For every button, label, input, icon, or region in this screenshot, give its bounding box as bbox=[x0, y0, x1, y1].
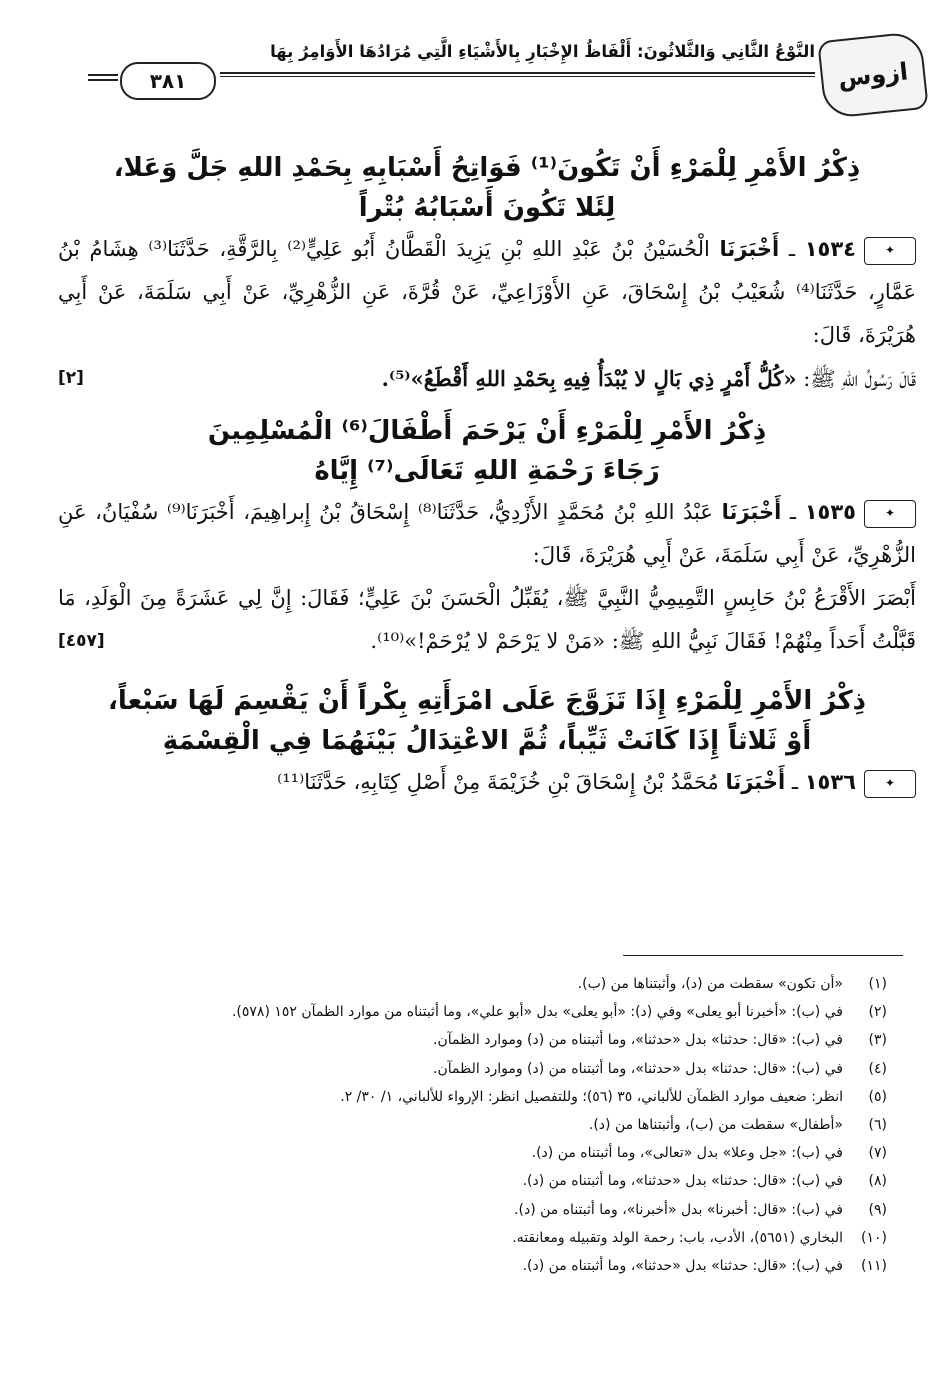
footnote-text: «أن تكون» سقطت من (د)، وأثبتناها من (ب). bbox=[577, 976, 843, 992]
main-text bbox=[58, 140, 916, 804]
isnad-text: عَبْدُ اللهِ بْنُ مُحَمَّدٍ الأَزْدِيُّ، حَدَّثَنَا⁽⁸⁾ إِسْحَاقُ بْنُ إِبراهِيمَ، أَخْبَرَنَا⁽⁹⁾ سُفْيَانُ، عَنِ الزُّهْرِيِّ، عَنْ أَبِي سَلَمَةَ، عَنْ أَبِي هُرَيْرَةَ، قَالَ: bbox=[58, 500, 916, 567]
hadith-matn bbox=[58, 357, 916, 401]
chapter-heading: ذِكْرُ الأَمْرِ لِلْمَرْءِ إِذَا تَزَوَّجَ عَلَى امْرَأَتِهِ بِكْراً أَنْ يَقْسِمَ لَهَا سَبْعاً، bbox=[108, 686, 866, 716]
footnote-number: (٦) bbox=[868, 1117, 887, 1134]
hadith-reference: [٢] bbox=[58, 368, 84, 388]
running-header bbox=[70, 36, 925, 116]
hadith-isnad: ✦١٥٣٦ ـ أَخْبَرَنَا مُحَمَّدُ بْنُ إِسْحَاقَ بْنِ خُزَيْمَةَ مِنْ أَصْلِ كِتَابِهِ، حَدَّثَنَا⁽¹¹⁾ bbox=[58, 761, 916, 804]
footnote-text: في (ب): «قال: أخبرنا» بدل «أخبرنا»، وما أثبتناه من (د). bbox=[514, 1201, 843, 1218]
header-rule-left bbox=[88, 79, 118, 81]
chapter-heading: أَوْ ثَلاثاً إِذَا كَانَتْ ثَيِّباً، ثُمَّ الاعْتِدَالُ بَيْنَهُمَا فِي الْقِسْمَةِ bbox=[162, 726, 812, 756]
footnote-text: في (ب): «قال: حدثنا» بدل «حدثنا»، وما أثبتناه من (د) وموارد الظمآن. bbox=[433, 1032, 843, 1049]
header-rule bbox=[220, 72, 815, 74]
footnote-number: (١١) bbox=[861, 1258, 887, 1275]
hadith-reference: [٤٥٧] bbox=[58, 631, 105, 651]
matn-text: «كُلُّ أَمْرٍ ذِي بَالٍ لا يُبْدَأُ فِيهِ بِحَمْدِ اللهِ أَقْطَعُ»⁽⁵⁾. bbox=[381, 366, 797, 391]
footnote-number: (١) bbox=[868, 976, 887, 992]
hadith-number: ١٥٣٥ bbox=[804, 500, 856, 524]
footnote-text: في (ب): «قال: حدثنا» بدل «حدثنا»، وما أثبتناه من (د) وموارد الظمآن. bbox=[433, 1060, 843, 1077]
footnote-text: في (ب): «جل وعلا» بدل «تعالى»، وما أثبتناه من (د). bbox=[531, 1145, 843, 1162]
running-title: النَّوْعُ الثَّانِي وَالثَّلاثُونَ: أَلْفَاظُ الإِخْبَارِ بِالأَشْيَاءِ الَّتِي مُرَادُهَا الأَوَامِرُ بِهَا bbox=[270, 42, 815, 61]
header-rule-left bbox=[88, 74, 118, 76]
isnad-text: الْحُسَيْنُ بْنُ عَبْدِ اللهِ بْنِ يَزِيدَ الْقَطَّانُ أَبُو عَلِيٍّ⁽²⁾ بِالرَّقَّةِ، حَدَّثَنَا⁽³⁾ هِشَامُ بْنُ عَمَّارٍ، حَدَّثَنَا⁽⁴⁾ شُعَيْبُ بْنُ إِسْحَاقَ، عَنِ الأَوْزَاعِيِّ، عَنْ قُرَّةَ، عَنِ الزُّهْرِيِّ، عَنْ أَبِي سَلَمَةَ، عَنْ أَبِي هُرَيْرَةَ، قَالَ: bbox=[58, 237, 917, 347]
matn-text: أَبْصَرَ الأَقْرَعُ بْنُ حَابِسٍ التَّمِيمِيُّ النَّبِيَّ ﷺ، يُقَبِّلُ الْحَسَنَ بْنَ عَلِيٍّ؛ فَقَالَ: إِنَّ لِي عَشَرَةً مِنَ الْوَلَدِ، مَا قَبَّلْتُ أَحَداً مِنْهُمْ! فَقَالَ نَبِيُّ اللهِ ﷺ: «مَنْ لا يَرْحَمْ لا يُرْحَمْ!»⁽¹⁰⁾. bbox=[58, 586, 916, 653]
chapter-heading: ذِكْرُ الأَمْرِ لِلْمَرْءِ أَنْ تَكُونَ⁽¹⁾ فَوَاتِحُ أَسْبَابِهِ بِحَمْدِ اللهِ جَلَّ وَعَلا، bbox=[113, 153, 861, 183]
isnad-text: مُحَمَّدُ بْنُ إِسْحَاقَ بْنِ خُزَيْمَةَ مِنْ أَصْلِ كِتَابِهِ، حَدَّثَنَا⁽¹¹⁾ bbox=[277, 770, 719, 794]
footnote-text: «أطفال» سقطت من (ب)، وأثبتناها من (د). bbox=[588, 1117, 843, 1134]
footnote-text: في (ب): «أخبرنا أبو يعلى» وفي (د): «أبو يعلى» بدل «أبو علي»، وما أثبتناه من موارد الظمآن ١٥٢ (٥٧٨). bbox=[231, 1004, 843, 1021]
footnote bbox=[57, 1083, 887, 1111]
footnote-text: انظر: ضعيف موارد الظمآن للألباني، ٣٥ (٥٦)؛ وللتفصيل انظر: الإرواء للألباني، ١/ ٣٠/ ٢. bbox=[340, 1088, 843, 1105]
hadith-isnad: ✦١٥٣٥ ـ أَخْبَرَنَا عَبْدُ اللهِ بْنُ مُحَمَّدٍ الأَزْدِيُّ، حَدَّثَنَا⁽⁸⁾ إِسْحَاقُ بْنُ إِبراهِيمَ، أَخْبَرَنَا⁽⁹⁾ سُفْيَانُ، عَنِ الزُّهْرِيِّ، عَنْ أَبِي سَلَمَةَ، عَنْ أَبِي هُرَيْرَةَ، قَالَ: bbox=[58, 491, 916, 577]
hadith-number: ١٥٣٦ bbox=[804, 770, 856, 794]
footnote bbox=[57, 1111, 887, 1139]
footnote-text: في (ب): «قال: حدثنا» بدل «حدثنا»، وما أثبتناه من (د). bbox=[522, 1173, 843, 1190]
chapter-heading: ذِكْرُ الأَمْرِ لِلْمَرْءِ أَنْ يَرْحَمَ أَطْفَالَ⁽⁶⁾ الْمُسْلِمِينَ bbox=[207, 416, 767, 446]
footnote bbox=[57, 1167, 887, 1195]
footnote-number: (٧) bbox=[868, 1145, 887, 1162]
footnote bbox=[57, 1196, 887, 1224]
footnote-number: (٨) bbox=[868, 1173, 887, 1190]
footnote bbox=[57, 1139, 887, 1167]
footnote bbox=[57, 1224, 887, 1252]
chapter-heading: لِئَلا تَكُونَ أَسْبَابُهُ بُتْراً bbox=[358, 193, 616, 223]
footnote-number: (٢) bbox=[868, 1004, 887, 1021]
manuscript-icon bbox=[864, 500, 916, 528]
footnote-text: البخاري (٥٦٥١)، الأدب، باب: رحمة الولد وتقبيله ومعانقته. bbox=[512, 1229, 843, 1246]
akhbarana-label: أَخْبَرَنَا bbox=[721, 500, 782, 524]
chapter-badge-text: ازوس bbox=[836, 57, 910, 93]
hadith-matn bbox=[58, 577, 916, 663]
footnote bbox=[57, 1055, 887, 1083]
manuscript-icon bbox=[864, 770, 916, 798]
header-rule bbox=[220, 76, 815, 77]
page-number: ٣٨١ bbox=[120, 62, 216, 100]
footnote-separator bbox=[623, 955, 903, 956]
akhbarana-label: أَخْبَرَنَا bbox=[719, 237, 780, 261]
footnote-number: (٣) bbox=[868, 1032, 887, 1049]
hadith-isnad: ✦١٥٣٤ ـ أَخْبَرَنَا الْحُسَيْنُ بْنُ عَبْدِ اللهِ بْنِ يَزِيدَ الْقَطَّانُ أَبُو عَلِيٍّ⁽²⁾ بِالرَّقَّةِ، حَدَّثَنَا⁽³⁾ هِشَامُ بْنُ عَمَّارٍ، حَدَّثَنَا⁽⁴⁾ شُعَيْبُ بْنُ إِسْحَاقَ، عَنِ الأَوْزَاعِيِّ، عَنْ قُرَّةَ، عَنِ الزُّهْرِيِّ، عَنْ أَبِي سَلَمَةَ، عَنْ أَبِي هُرَيْرَةَ، قَالَ: bbox=[58, 228, 916, 357]
matn-intro: قَالَ رَسُولُ اللهِ ﷺ: bbox=[803, 367, 916, 391]
chapter-badge bbox=[817, 31, 929, 119]
manuscript-icon bbox=[864, 237, 916, 265]
footnote bbox=[57, 1252, 887, 1280]
footnote-number: (٤) bbox=[868, 1060, 887, 1077]
footnotes bbox=[57, 970, 887, 1280]
footnote-number: (١٠) bbox=[861, 1229, 887, 1246]
footnote-number: (٥) bbox=[868, 1088, 887, 1105]
footnote bbox=[57, 998, 887, 1026]
footnote bbox=[57, 1026, 887, 1054]
footnote bbox=[57, 970, 887, 998]
chapter-heading: رَجَاءَ رَحْمَةِ اللهِ تَعَالَى⁽⁷⁾ إِيَّاهُ bbox=[314, 456, 660, 486]
hadith-number: ١٥٣٤ bbox=[804, 237, 856, 261]
akhbarana-label: أَخْبَرَنَا bbox=[725, 770, 786, 794]
footnote-number: (٩) bbox=[868, 1201, 887, 1218]
footnote-text: في (ب): «قال: حدثنا» بدل «حدثنا»، وما أثبتناه من (د). bbox=[522, 1258, 843, 1275]
